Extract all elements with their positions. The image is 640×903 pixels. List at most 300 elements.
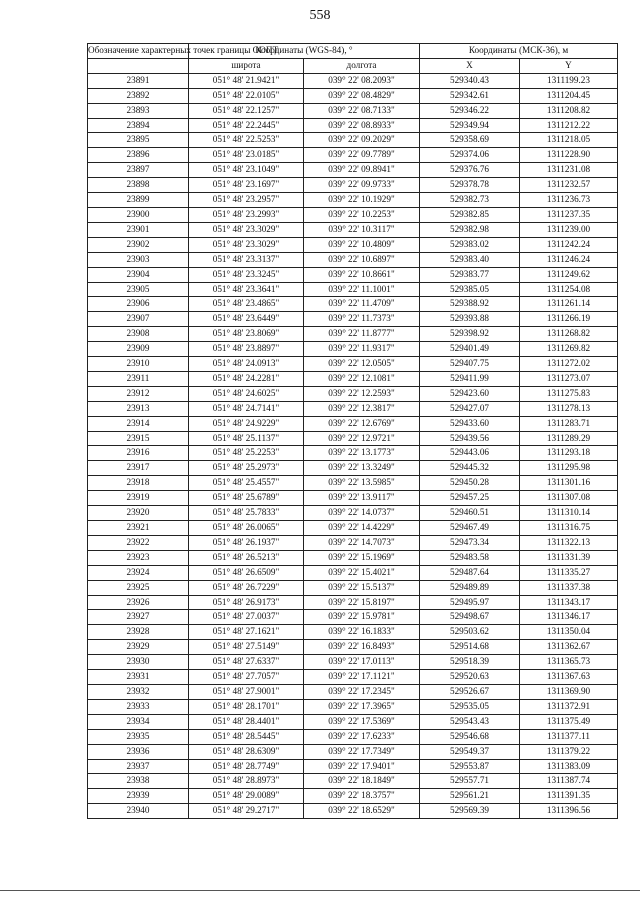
- longitude-cell: 039° 22' 18.3757": [304, 789, 420, 804]
- y-coordinate-cell: 1311236.73: [520, 193, 618, 208]
- y-coordinate-cell: 1311350.04: [520, 625, 618, 640]
- x-coordinate-cell: 529553.87: [420, 759, 520, 774]
- x-coordinate-cell: 529445.32: [420, 461, 520, 476]
- table-row: [88, 193, 618, 208]
- x-coordinate-cell: 529383.02: [420, 237, 520, 252]
- longitude-cell: 039° 22' 17.9401": [304, 759, 420, 774]
- table-row: [88, 491, 618, 506]
- point-id-cell: 23924: [88, 565, 189, 580]
- x-coordinate-cell: 529549.37: [420, 744, 520, 759]
- y-coordinate-cell: 1311239.00: [520, 222, 618, 237]
- point-id-cell: 23930: [88, 655, 189, 670]
- point-id-cell: 23904: [88, 267, 189, 282]
- point-id-cell: 23936: [88, 744, 189, 759]
- point-id-cell: 23932: [88, 684, 189, 699]
- point-id-cell: 23935: [88, 729, 189, 744]
- table-row: [88, 655, 618, 670]
- longitude-cell: 039° 22' 15.1969": [304, 550, 420, 565]
- longitude-cell: 039° 22' 11.8777": [304, 327, 420, 342]
- table-row: [88, 595, 618, 610]
- table-row: [88, 476, 618, 491]
- header-y: Y: [520, 58, 618, 73]
- latitude-cell: 051° 48' 27.9001": [189, 684, 304, 699]
- longitude-cell: 039° 22' 17.5369": [304, 714, 420, 729]
- x-coordinate-cell: 529473.34: [420, 535, 520, 550]
- table-subheader-row: [88, 58, 618, 73]
- latitude-cell: 051° 48' 21.9421": [189, 73, 304, 88]
- header-point-label: Обозначение характерных точек границы ООПТ: [88, 44, 189, 59]
- x-coordinate-cell: 529411.99: [420, 371, 520, 386]
- x-coordinate-cell: 529546.68: [420, 729, 520, 744]
- longitude-cell: 039° 22' 15.9781": [304, 610, 420, 625]
- point-id-cell: 23925: [88, 580, 189, 595]
- point-id-cell: 23940: [88, 804, 189, 819]
- header-lon: долгота: [304, 58, 420, 73]
- y-coordinate-cell: 1311278.13: [520, 401, 618, 416]
- table-header-row: [88, 44, 618, 59]
- latitude-cell: 051° 48' 26.0065": [189, 521, 304, 536]
- latitude-cell: 051° 48' 24.2281": [189, 371, 304, 386]
- table-row: [88, 282, 618, 297]
- table-row: [88, 297, 618, 312]
- latitude-cell: 051° 48' 27.1621": [189, 625, 304, 640]
- table-row: [88, 431, 618, 446]
- point-id-cell: 23908: [88, 327, 189, 342]
- point-id-cell: 23897: [88, 163, 189, 178]
- x-coordinate-cell: 529382.85: [420, 207, 520, 222]
- x-coordinate-cell: 529393.88: [420, 312, 520, 327]
- latitude-cell: 051° 48' 24.7141": [189, 401, 304, 416]
- longitude-cell: 039° 22' 13.9117": [304, 491, 420, 506]
- y-coordinate-cell: 1311367.63: [520, 670, 618, 685]
- table-row: [88, 550, 618, 565]
- y-coordinate-cell: 1311362.67: [520, 640, 618, 655]
- y-coordinate-cell: 1311377.11: [520, 729, 618, 744]
- latitude-cell: 051° 48' 23.2957": [189, 193, 304, 208]
- bottom-divider: [0, 890, 640, 891]
- latitude-cell: 051° 48' 25.1137": [189, 431, 304, 446]
- longitude-cell: 039° 22' 17.7349": [304, 744, 420, 759]
- x-coordinate-cell: 529398.92: [420, 327, 520, 342]
- longitude-cell: 039° 22' 12.1081": [304, 371, 420, 386]
- point-id-cell: 23927: [88, 610, 189, 625]
- x-coordinate-cell: 529503.62: [420, 625, 520, 640]
- table-row: [88, 386, 618, 401]
- header-wgs-title: Координаты (WGS-84), °: [189, 44, 420, 59]
- x-coordinate-cell: 529543.43: [420, 714, 520, 729]
- y-coordinate-cell: 1311391.35: [520, 789, 618, 804]
- x-coordinate-cell: 529376.76: [420, 163, 520, 178]
- point-id-cell: 23912: [88, 386, 189, 401]
- latitude-cell: 051° 48' 27.5149": [189, 640, 304, 655]
- latitude-cell: 051° 48' 26.5213": [189, 550, 304, 565]
- latitude-cell: 051° 48' 22.0105": [189, 88, 304, 103]
- longitude-cell: 039° 22' 17.6233": [304, 729, 420, 744]
- point-id-cell: 23929: [88, 640, 189, 655]
- point-id-cell: 23909: [88, 342, 189, 357]
- y-coordinate-cell: 1311228.90: [520, 148, 618, 163]
- y-coordinate-cell: 1311301.16: [520, 476, 618, 491]
- point-id-cell: 23902: [88, 237, 189, 252]
- longitude-cell: 039° 22' 08.8933": [304, 118, 420, 133]
- y-coordinate-cell: 1311307.08: [520, 491, 618, 506]
- y-coordinate-cell: 1311372.91: [520, 699, 618, 714]
- table-row: [88, 73, 618, 88]
- table-row: [88, 521, 618, 536]
- longitude-cell: 039° 22' 17.1121": [304, 670, 420, 685]
- x-coordinate-cell: 529378.78: [420, 178, 520, 193]
- point-id-cell: 23892: [88, 88, 189, 103]
- latitude-cell: 051° 48' 25.6789": [189, 491, 304, 506]
- latitude-cell: 051° 48' 23.6449": [189, 312, 304, 327]
- latitude-cell: 051° 48' 23.8069": [189, 327, 304, 342]
- latitude-cell: 051° 48' 24.0913": [189, 357, 304, 372]
- y-coordinate-cell: 1311269.82: [520, 342, 618, 357]
- table-row: [88, 252, 618, 267]
- x-coordinate-cell: 529385.05: [420, 282, 520, 297]
- y-coordinate-cell: 1311272.02: [520, 357, 618, 372]
- x-coordinate-cell: 529342.61: [420, 88, 520, 103]
- x-coordinate-cell: 529407.75: [420, 357, 520, 372]
- longitude-cell: 039° 22' 16.1833": [304, 625, 420, 640]
- longitude-cell: 039° 22' 15.8197": [304, 595, 420, 610]
- x-coordinate-cell: 529518.39: [420, 655, 520, 670]
- table-row: [88, 312, 618, 327]
- longitude-cell: 039° 22' 12.3817": [304, 401, 420, 416]
- y-coordinate-cell: 1311343.17: [520, 595, 618, 610]
- longitude-cell: 039° 22' 10.6897": [304, 252, 420, 267]
- point-id-cell: 23921: [88, 521, 189, 536]
- x-coordinate-cell: 529346.22: [420, 103, 520, 118]
- x-coordinate-cell: 529514.68: [420, 640, 520, 655]
- header-empty-cell: [88, 58, 189, 73]
- y-coordinate-cell: 1311331.39: [520, 550, 618, 565]
- table-row: [88, 118, 618, 133]
- x-coordinate-cell: 529382.98: [420, 222, 520, 237]
- longitude-cell: 039° 22' 10.2253": [304, 207, 420, 222]
- table-row: [88, 357, 618, 372]
- header-x: X: [420, 58, 520, 73]
- longitude-cell: 039° 22' 17.2345": [304, 684, 420, 699]
- y-coordinate-cell: 1311249.62: [520, 267, 618, 282]
- latitude-cell: 051° 48' 29.0089": [189, 789, 304, 804]
- x-coordinate-cell: 529374.06: [420, 148, 520, 163]
- x-coordinate-cell: 529401.49: [420, 342, 520, 357]
- point-id-cell: 23931: [88, 670, 189, 685]
- latitude-cell: 051° 48' 23.1697": [189, 178, 304, 193]
- longitude-cell: 039° 22' 12.2593": [304, 386, 420, 401]
- longitude-cell: 039° 22' 09.2029": [304, 133, 420, 148]
- latitude-cell: 051° 48' 22.1257": [189, 103, 304, 118]
- y-coordinate-cell: 1311346.17: [520, 610, 618, 625]
- y-coordinate-cell: 1311212.22: [520, 118, 618, 133]
- longitude-cell: 039° 22' 09.9733": [304, 178, 420, 193]
- longitude-cell: 039° 22' 08.2093": [304, 73, 420, 88]
- table-body: [88, 73, 618, 818]
- latitude-cell: 051° 48' 25.2973": [189, 461, 304, 476]
- table-row: [88, 133, 618, 148]
- latitude-cell: 051° 48' 27.6337": [189, 655, 304, 670]
- longitude-cell: 039° 22' 16.8493": [304, 640, 420, 655]
- point-id-cell: 23916: [88, 446, 189, 461]
- y-coordinate-cell: 1311295.98: [520, 461, 618, 476]
- y-coordinate-cell: 1311266.19: [520, 312, 618, 327]
- table-row: [88, 699, 618, 714]
- table-row: [88, 759, 618, 774]
- point-id-cell: 23910: [88, 357, 189, 372]
- x-coordinate-cell: 529489.89: [420, 580, 520, 595]
- longitude-cell: 039° 22' 12.9721": [304, 431, 420, 446]
- longitude-cell: 039° 22' 11.9317": [304, 342, 420, 357]
- x-coordinate-cell: 529383.40: [420, 252, 520, 267]
- x-coordinate-cell: 529349.94: [420, 118, 520, 133]
- table-row: [88, 148, 618, 163]
- latitude-cell: 051° 48' 22.5253": [189, 133, 304, 148]
- table-row: [88, 207, 618, 222]
- latitude-cell: 051° 48' 23.0185": [189, 148, 304, 163]
- latitude-cell: 051° 48' 25.7833": [189, 506, 304, 521]
- latitude-cell: 051° 48' 28.5445": [189, 729, 304, 744]
- point-id-cell: 23914: [88, 416, 189, 431]
- table-row: [88, 714, 618, 729]
- table-row: [88, 401, 618, 416]
- point-id-cell: 23898: [88, 178, 189, 193]
- x-coordinate-cell: 529569.39: [420, 804, 520, 819]
- latitude-cell: 051° 48' 25.2253": [189, 446, 304, 461]
- latitude-cell: 051° 48' 26.9173": [189, 595, 304, 610]
- x-coordinate-cell: 529457.25: [420, 491, 520, 506]
- x-coordinate-cell: 529427.07: [420, 401, 520, 416]
- x-coordinate-cell: 529487.64: [420, 565, 520, 580]
- y-coordinate-cell: 1311375.49: [520, 714, 618, 729]
- point-id-cell: 23922: [88, 535, 189, 550]
- longitude-cell: 039° 22' 11.4709": [304, 297, 420, 312]
- y-coordinate-cell: 1311199.23: [520, 73, 618, 88]
- table-row: [88, 506, 618, 521]
- y-coordinate-cell: 1311316.75: [520, 521, 618, 536]
- x-coordinate-cell: 529439.56: [420, 431, 520, 446]
- longitude-cell: 039° 22' 12.0505": [304, 357, 420, 372]
- latitude-cell: 051° 48' 22.2445": [189, 118, 304, 133]
- longitude-cell: 039° 22' 09.8941": [304, 163, 420, 178]
- table-row: [88, 789, 618, 804]
- table-row: [88, 580, 618, 595]
- point-id-cell: 23926: [88, 595, 189, 610]
- y-coordinate-cell: 1311322.13: [520, 535, 618, 550]
- table-row: [88, 729, 618, 744]
- longitude-cell: 039° 22' 10.1929": [304, 193, 420, 208]
- longitude-cell: 039° 22' 17.0113": [304, 655, 420, 670]
- longitude-cell: 039° 22' 14.4229": [304, 521, 420, 536]
- x-coordinate-cell: 529483.58: [420, 550, 520, 565]
- longitude-cell: 039° 22' 17.3965": [304, 699, 420, 714]
- longitude-cell: 039° 22' 13.5985": [304, 476, 420, 491]
- x-coordinate-cell: 529433.60: [420, 416, 520, 431]
- y-coordinate-cell: 1311387.74: [520, 774, 618, 789]
- x-coordinate-cell: 529443.06: [420, 446, 520, 461]
- table-row: [88, 222, 618, 237]
- point-id-cell: 23891: [88, 73, 189, 88]
- y-coordinate-cell: 1311396.56: [520, 804, 618, 819]
- point-id-cell: 23923: [88, 550, 189, 565]
- y-coordinate-cell: 1311254.08: [520, 282, 618, 297]
- point-id-cell: 23937: [88, 759, 189, 774]
- point-id-cell: 23933: [88, 699, 189, 714]
- latitude-cell: 051° 48' 26.6509": [189, 565, 304, 580]
- longitude-cell: 039° 22' 08.4829": [304, 88, 420, 103]
- y-coordinate-cell: 1311246.24: [520, 252, 618, 267]
- y-coordinate-cell: 1311379.22: [520, 744, 618, 759]
- point-id-cell: 23905: [88, 282, 189, 297]
- header-lat: широта: [189, 58, 304, 73]
- x-coordinate-cell: 529467.49: [420, 521, 520, 536]
- longitude-cell: 039° 22' 09.7789": [304, 148, 420, 163]
- longitude-cell: 039° 22' 10.3117": [304, 222, 420, 237]
- latitude-cell: 051° 48' 23.1049": [189, 163, 304, 178]
- longitude-cell: 039° 22' 12.6769": [304, 416, 420, 431]
- y-coordinate-cell: 1311268.82: [520, 327, 618, 342]
- y-coordinate-cell: 1311232.57: [520, 178, 618, 193]
- x-coordinate-cell: 529450.28: [420, 476, 520, 491]
- point-id-cell: 23939: [88, 789, 189, 804]
- x-coordinate-cell: 529498.67: [420, 610, 520, 625]
- latitude-cell: 051° 48' 27.0037": [189, 610, 304, 625]
- longitude-cell: 039° 22' 11.1001": [304, 282, 420, 297]
- point-id-cell: 23911: [88, 371, 189, 386]
- longitude-cell: 039° 22' 10.8661": [304, 267, 420, 282]
- latitude-cell: 051° 48' 27.7057": [189, 670, 304, 685]
- latitude-cell: 051° 48' 25.4557": [189, 476, 304, 491]
- point-id-cell: 23907: [88, 312, 189, 327]
- y-coordinate-cell: 1311310.14: [520, 506, 618, 521]
- point-id-cell: 23903: [88, 252, 189, 267]
- latitude-cell: 051° 48' 23.8897": [189, 342, 304, 357]
- longitude-cell: 039° 22' 15.4021": [304, 565, 420, 580]
- y-coordinate-cell: 1311293.18: [520, 446, 618, 461]
- table-row: [88, 237, 618, 252]
- table-row: [88, 804, 618, 819]
- latitude-cell: 051° 48' 23.3641": [189, 282, 304, 297]
- point-id-cell: 23895: [88, 133, 189, 148]
- x-coordinate-cell: 529561.21: [420, 789, 520, 804]
- table-row: [88, 625, 618, 640]
- point-id-cell: 23915: [88, 431, 189, 446]
- x-coordinate-cell: 529358.69: [420, 133, 520, 148]
- table-row: [88, 342, 618, 357]
- header-msk-title: Координаты (МСК-36), м: [420, 44, 618, 59]
- y-coordinate-cell: 1311383.09: [520, 759, 618, 774]
- table-row: [88, 684, 618, 699]
- longitude-cell: 039° 22' 15.5137": [304, 580, 420, 595]
- y-coordinate-cell: 1311335.27: [520, 565, 618, 580]
- point-id-cell: 23906: [88, 297, 189, 312]
- point-id-cell: 23920: [88, 506, 189, 521]
- y-coordinate-cell: 1311289.29: [520, 431, 618, 446]
- y-coordinate-cell: 1311237.35: [520, 207, 618, 222]
- y-coordinate-cell: 1311242.24: [520, 237, 618, 252]
- table-row: [88, 774, 618, 789]
- latitude-cell: 051° 48' 23.3029": [189, 237, 304, 252]
- table-row: [88, 461, 618, 476]
- point-id-cell: 23938: [88, 774, 189, 789]
- point-id-cell: 23917: [88, 461, 189, 476]
- table-row: [88, 103, 618, 118]
- table-row: [88, 565, 618, 580]
- latitude-cell: 051° 48' 24.6025": [189, 386, 304, 401]
- latitude-cell: 051° 48' 28.8973": [189, 774, 304, 789]
- table-row: [88, 267, 618, 282]
- latitude-cell: 051° 48' 28.4401": [189, 714, 304, 729]
- y-coordinate-cell: 1311369.90: [520, 684, 618, 699]
- y-coordinate-cell: 1311275.83: [520, 386, 618, 401]
- latitude-cell: 051° 48' 23.3029": [189, 222, 304, 237]
- latitude-cell: 051° 48' 26.7229": [189, 580, 304, 595]
- latitude-cell: 051° 48' 26.1937": [189, 535, 304, 550]
- table-row: [88, 371, 618, 386]
- x-coordinate-cell: 529382.73: [420, 193, 520, 208]
- table-row: [88, 670, 618, 685]
- point-id-cell: 23900: [88, 207, 189, 222]
- x-coordinate-cell: 529388.92: [420, 297, 520, 312]
- x-coordinate-cell: 529495.97: [420, 595, 520, 610]
- x-coordinate-cell: 529526.67: [420, 684, 520, 699]
- y-coordinate-cell: 1311261.14: [520, 297, 618, 312]
- point-id-cell: 23896: [88, 148, 189, 163]
- latitude-cell: 051° 48' 29.2717": [189, 804, 304, 819]
- longitude-cell: 039° 22' 14.0737": [304, 506, 420, 521]
- table-row: [88, 416, 618, 431]
- latitude-cell: 051° 48' 28.6309": [189, 744, 304, 759]
- coordinates-table: [87, 43, 618, 819]
- y-coordinate-cell: 1311337.38: [520, 580, 618, 595]
- latitude-cell: 051° 48' 24.9229": [189, 416, 304, 431]
- page-number: 558: [309, 8, 331, 23]
- longitude-cell: 039° 22' 13.1773": [304, 446, 420, 461]
- longitude-cell: 039° 22' 18.1849": [304, 774, 420, 789]
- longitude-cell: 039° 22' 14.7073": [304, 535, 420, 550]
- latitude-cell: 051° 48' 28.1701": [189, 699, 304, 714]
- table-row: [88, 744, 618, 759]
- latitude-cell: 051° 48' 23.3245": [189, 267, 304, 282]
- y-coordinate-cell: 1311231.08: [520, 163, 618, 178]
- table-row: [88, 610, 618, 625]
- x-coordinate-cell: 529520.63: [420, 670, 520, 685]
- y-coordinate-cell: 1311208.82: [520, 103, 618, 118]
- point-id-cell: 23934: [88, 714, 189, 729]
- table-row: [88, 163, 618, 178]
- x-coordinate-cell: 529460.51: [420, 506, 520, 521]
- point-id-cell: 23894: [88, 118, 189, 133]
- point-id-cell: 23919: [88, 491, 189, 506]
- table-row: [88, 88, 618, 103]
- latitude-cell: 051° 48' 23.4865": [189, 297, 304, 312]
- longitude-cell: 039° 22' 18.6529": [304, 804, 420, 819]
- x-coordinate-cell: 529535.05: [420, 699, 520, 714]
- x-coordinate-cell: 529423.60: [420, 386, 520, 401]
- table-row: [88, 640, 618, 655]
- point-id-cell: 23901: [88, 222, 189, 237]
- latitude-cell: 051° 48' 23.3137": [189, 252, 304, 267]
- longitude-cell: 039° 22' 10.4809": [304, 237, 420, 252]
- y-coordinate-cell: 1311365.73: [520, 655, 618, 670]
- longitude-cell: 039° 22' 13.3249": [304, 461, 420, 476]
- point-id-cell: 23899: [88, 193, 189, 208]
- point-id-cell: 23918: [88, 476, 189, 491]
- table-row: [88, 446, 618, 461]
- latitude-cell: 051° 48' 28.7749": [189, 759, 304, 774]
- longitude-cell: 039° 22' 08.7133": [304, 103, 420, 118]
- point-id-cell: 23928: [88, 625, 189, 640]
